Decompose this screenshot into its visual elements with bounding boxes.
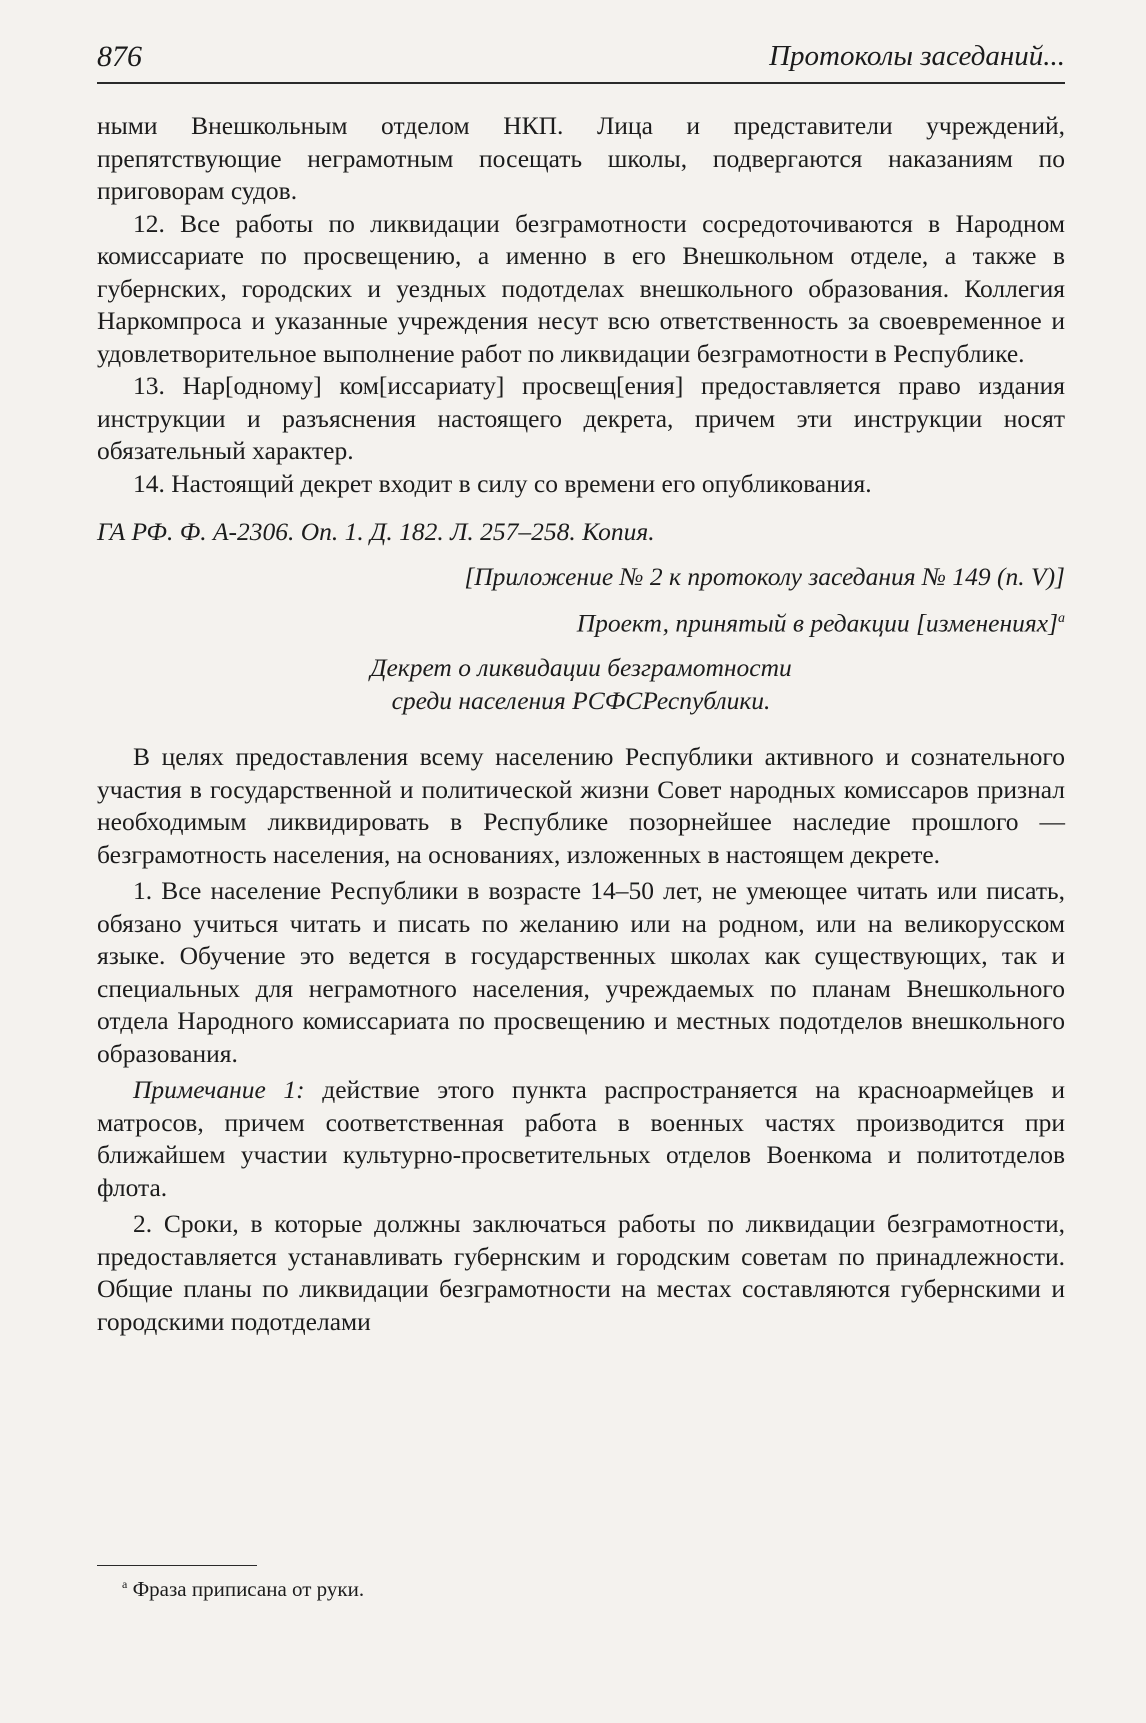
project-note-text: Проект, принятый в редакции [изменениях]	[576, 608, 1058, 638]
note-1-label: Примечание 1:	[133, 1075, 305, 1104]
paragraph-13: 13. Нар[одному] ком[иссариату] просвещ[ения] предоставляется право издания инструкции и разъяснения настоящего декрета, причем эти инструкции носят обязательный характер.	[97, 371, 1065, 465]
main-text	[97, 110, 1065, 1338]
appendix-reference: [Приложение № 2 к протоколу заседания № 149 (п. V)]	[464, 561, 1065, 591]
decree-title-line-1: Декрет о ликвидации безграмотности	[370, 653, 792, 682]
paragraph-continued: ными Внешкольным отделом НКП. Лица и представители учреждений, препятствующие неграмотным посещать школы, подвергаются наказаниям по приговорам судов.	[97, 111, 1065, 205]
footnote-divider	[97, 1565, 257, 1566]
archive-reference: ГА РФ. Ф. А-2306. Оп. 1. Д. 182. Л. 257–258. Копия.	[97, 517, 655, 546]
note-1	[97, 1074, 1065, 1204]
paragraph-14: 14. Настоящий декрет входит в силу со времени его опубликования.	[133, 468, 872, 498]
running-header	[97, 30, 1065, 84]
point-2: 2. Сроки, в которые должны заключаться работы по ликвидации безграмотности, предоставляется устанавливать губернским и городским советам по принадлежности. Общие планы по ликвидации безграмотности на местах составляются губернскими и городскими подотделами	[97, 1209, 1065, 1336]
preamble: В целях предоставления всему населению Республики активного и сознательного участия в государственной и политической жизни Совет народных комиссаров признал необходимым ликвидировать в Республике позорнейшее наследие прошлого — безграмотность населения, на основаниях, изложенных в настоящем декрете.	[97, 742, 1065, 869]
decree-title	[97, 652, 1065, 717]
point-1: 1. Все население Республики в возрасте 14–50 лет, не умеющее читать или писать, обязано учиться читать и писать по желанию или на родном, или на великорусском языке. Обучение это ведется в государственных школах как существующих, так и специальных для неграмотного населения, учреждаемых по планам Внешкольного отдела Народного комиссариата по просвещению и местных подотделов внешкольного образования.	[97, 876, 1065, 1068]
footnote-text: Фраза приписана от руки.	[127, 1577, 365, 1601]
decree-title-line-2: среди населения РСФСРеспублики.	[391, 685, 771, 715]
project-note	[97, 603, 1065, 640]
paragraph-12: 12. Все работы по ликвидации безграмотности сосредоточиваются в Народном комиссариате по просвещению, а именно в его Внешкольном отделе, а также в губернских, городских и уездных подотделах внешкольного образования. Коллегия Наркомпроса и указанные учреждения несут всю ответственность за своевременное и удовлетворительное выполнение работ по ликвидации безграмотности в Республике.	[97, 208, 1065, 368]
footnote	[122, 1577, 364, 1602]
footnote-marker-bottom: а	[122, 1577, 128, 1591]
page-number: 876	[97, 40, 142, 73]
note-1-text: действие этого пункта распространяется на красноармейцев и матросов, причем соответственная работа в военных частях производится при ближайшем участии культурно-просветительных отделов Военкома и политотделов флота.	[97, 1075, 1065, 1202]
running-title: Протоколы заседаний...	[769, 40, 1065, 72]
footnote-marker: а	[1058, 611, 1065, 626]
